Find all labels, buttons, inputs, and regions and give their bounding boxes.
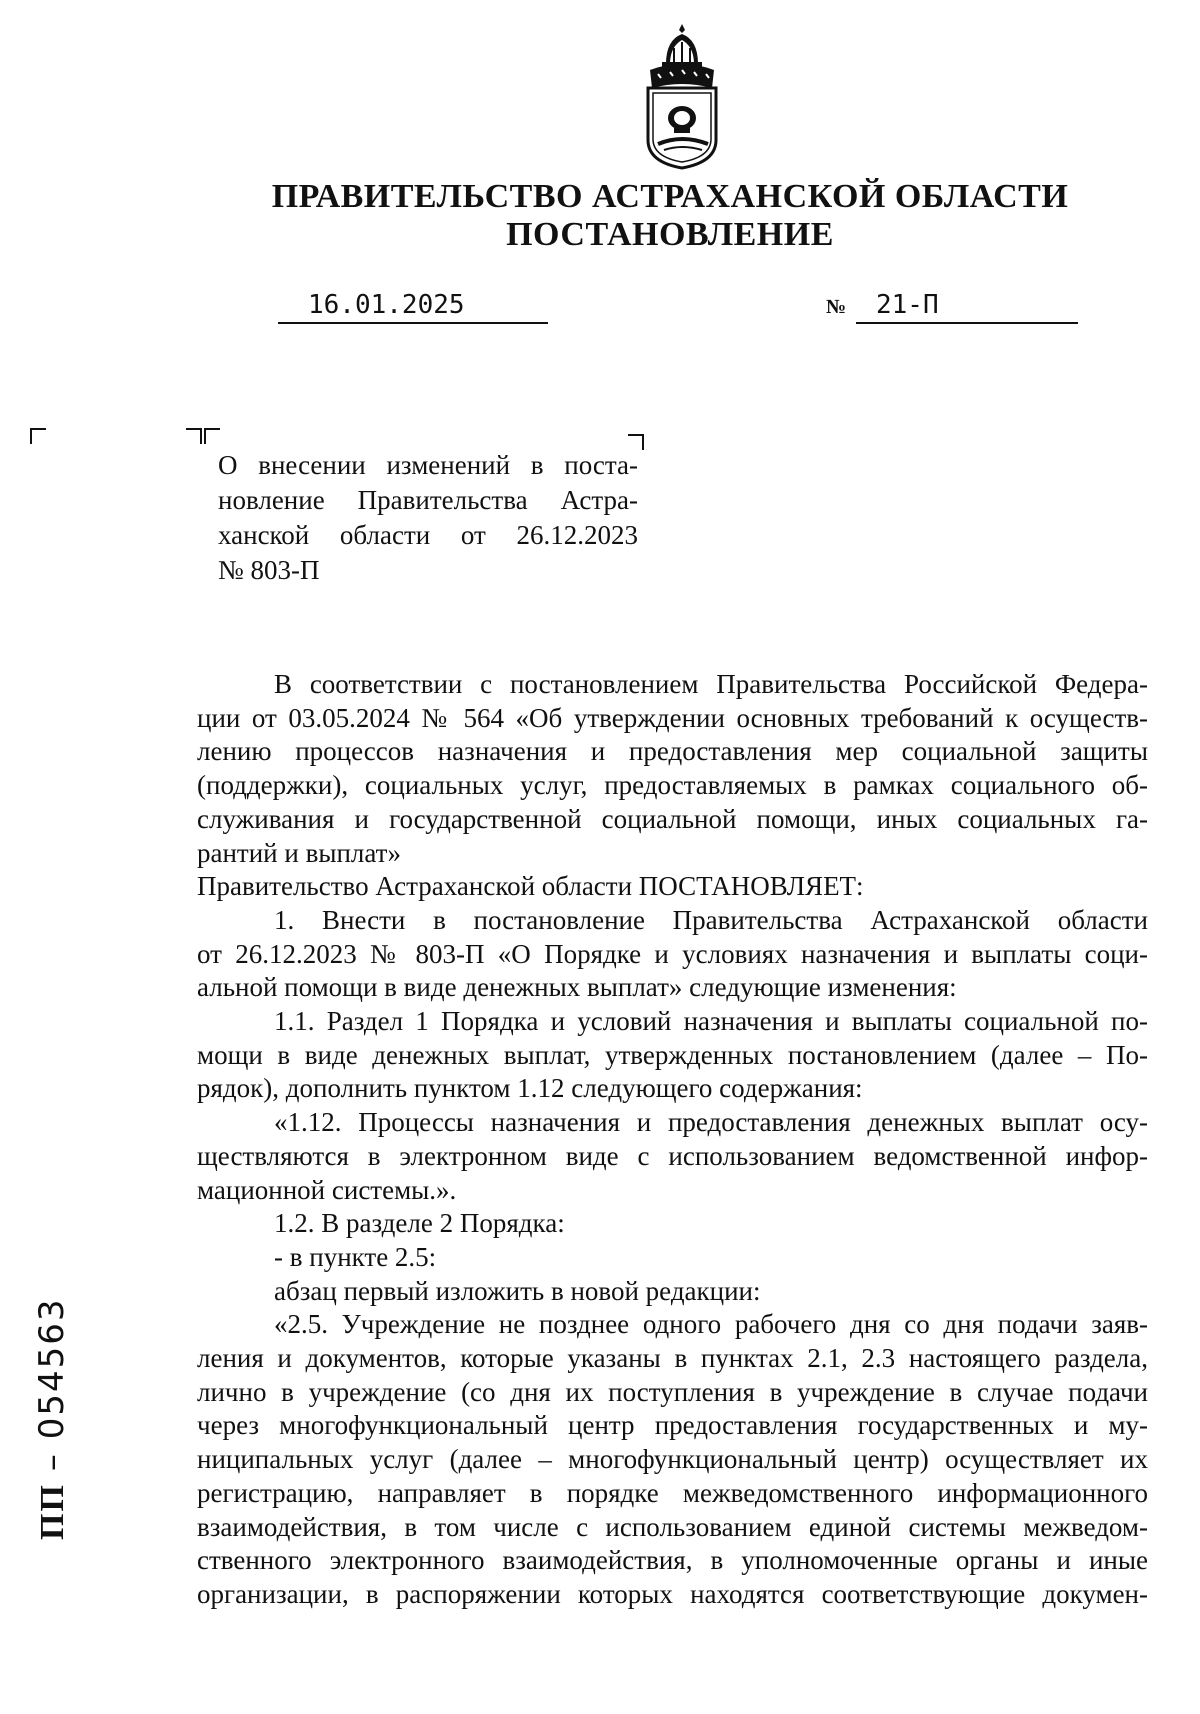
corner-mark-subject-tl-a [186, 428, 202, 444]
body-line: лению процессов назначения и предоставления мер социальной защиты [197, 736, 1148, 767]
body-line: ниципальных услуг (далее – многофункциональный центр) осуществляет их [197, 1444, 1148, 1475]
document-number: 21-П [856, 290, 1078, 324]
subject-line: О внесении изменений в поста- [218, 450, 638, 480]
subject-line: № 803-П [218, 555, 320, 585]
body-line: рантий и выплат» [197, 837, 401, 868]
coat-of-arms-emblem [636, 22, 728, 170]
body-line: абзац первый изложить в новой редакции: [274, 1275, 761, 1306]
body-line: мационной системы.». [197, 1174, 457, 1205]
form-dash: – [32, 1452, 72, 1472]
body-line: - в пункте 2.5: [274, 1241, 437, 1272]
subject-line: новление Правительства Астра- [218, 485, 638, 515]
subject-line: ханской области от 26.12.2023 [218, 520, 638, 550]
body-line: ществляются в электронном виде с использованием ведомственной инфор- [197, 1140, 1148, 1171]
body-line: регистрацию, направляет в порядке межведомственного информационного [197, 1477, 1148, 1508]
body-line: «1.12. Процессы назначения и предоставления денежных выплат осу- [274, 1107, 1148, 1138]
body-line: от 26.12.2023 № 803-П «О Порядке и условиях назначения и выплаты соци- [197, 938, 1148, 969]
body-line: мощи в виде денежных выплат, утвержденных постановлением (далее – По- [197, 1039, 1148, 1070]
body-line: ления и документов, которые указаны в пунктах 2.1, 2.3 настоящего раздела, [197, 1343, 1148, 1374]
body-line: ции от 03.05.2024 № 564 «Об утверждении основных требований к осуществ- [197, 702, 1148, 733]
document-type-title: ПОСТАНОВЛЕНИЕ [506, 216, 834, 253]
body-line: служивания и государственной социальной помощи, иных социальных га- [197, 803, 1148, 834]
document-subject [218, 448, 638, 588]
corner-mark-subject-tl-b [204, 428, 220, 444]
body-line: рядок), дополнить пунктом 1.12 следующего содержания: [197, 1073, 863, 1104]
number-label: № [826, 296, 847, 318]
body-line: ственного электронного взаимодействия, в уполномоченные органы и иные [197, 1545, 1148, 1576]
body-line: Правительство Астраханской области ПОСТАНОВЛЯЕТ: [197, 871, 864, 902]
document-date: 16.01.2025 [278, 290, 548, 324]
document-body [197, 668, 1148, 1612]
form-serial-stamp [32, 1297, 72, 1540]
body-line: (поддержки), социальных услуг, предоставляемых в рамках социального об- [197, 770, 1148, 801]
organization-title: ПРАВИТЕЛЬСТВО АСТРАХАНСКОЙ ОБЛАСТИ [271, 178, 1069, 215]
body-line: альной помощи в виде денежных выплат» следующие изменения: [197, 972, 957, 1003]
corner-mark-left [30, 428, 46, 444]
body-line: В соответствии с постановлением Правительства Российской Федера- [274, 669, 1148, 699]
body-line: организации, в распоряжении которых находятся соответствующие докумен- [197, 1578, 1148, 1609]
body-line: через многофункциональный центр предоставления государственных и му- [197, 1410, 1148, 1441]
body-line: взаимодействия, в том числе с использованием единой системы межведом- [197, 1511, 1148, 1542]
body-line: 1.1. Раздел 1 Порядка и условий назначения и выплаты социальной по- [274, 1006, 1148, 1037]
form-serial-number: 054563 [32, 1297, 72, 1440]
body-line: 1.2. В разделе 2 Порядка: [274, 1208, 565, 1239]
body-line: лично в учреждение (со дня их поступления в учреждение в случае подачи [197, 1376, 1148, 1407]
body-line: 1. Внести в постановление Правительства Астраханской области [274, 904, 1148, 935]
form-series: ПП [34, 1483, 71, 1540]
body-line: «2.5. Учреждение не позднее одного рабочего дня со дня подачи заяв- [274, 1309, 1148, 1340]
